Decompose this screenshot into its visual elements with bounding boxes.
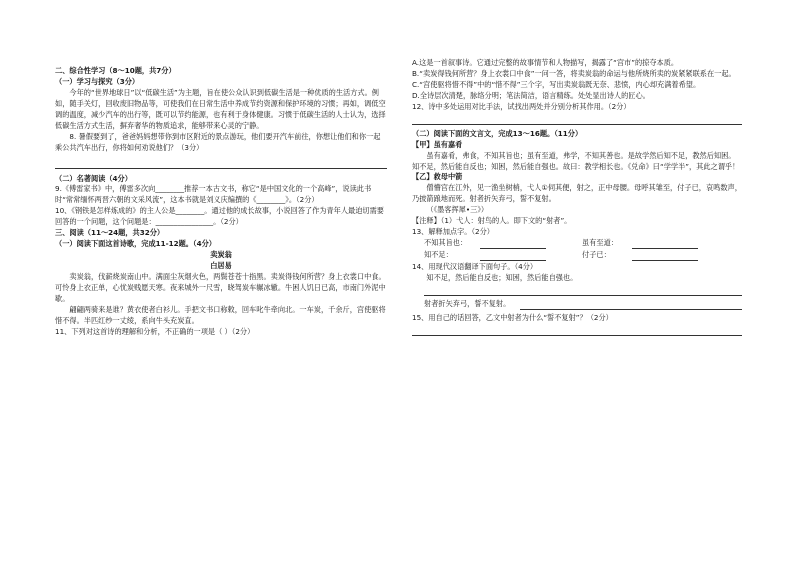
annotation-note: 【注释】（1）弋人：射鸟的人。即下文的“射者”。	[412, 216, 572, 226]
option-c: C.“宫使驱将惜不得”中的“惜不得”三个字，写出卖炭翁既无奈、悲愤，内心却充满着希望。	[412, 79, 701, 89]
answer-line-15	[412, 324, 742, 336]
question-10: 10、《钢铁是怎样炼成的》的主人公是________。通过他的成长故事，小说回答了作为青年人最迫切需要回答的一个问题，这个问题是：________________。（2分）	[55, 206, 384, 227]
option-d: D.全诗层次清楚，脉络分明；笔法简洁，语言精练。处处显出诗人的匠心。	[412, 90, 650, 100]
question-14: 14、用现代汉语翻译下面句子。（4分）	[412, 262, 538, 272]
word-row-1	[412, 238, 742, 250]
right-column	[412, 0, 742, 336]
answer-line-12	[412, 113, 742, 125]
text-jia-body: 虽有嘉肴，弗食，不知其旨也；虽有至道，弗学，不知其善也。是故学然后知不足，教然后知困。知不足，然后能自反也；知困，然后能自强也。故曰：教学相长也。《兑命》曰“学学半”，其此之谓乎！	[412, 150, 740, 171]
word-4-label: 付子已：	[582, 250, 611, 260]
answer-line-14a	[424, 284, 742, 296]
option-b: B.“卖炭得钱何所营？身上衣裳口中食”一问一答，将卖炭翁的命运与他所烧所卖的炭紧紧联系在一起。	[412, 68, 736, 78]
question-8: 8. 暑假要到了，爸爸妈妈想带你到市区附近的景点游玩，他们要开汽车前往，你想让他们和你一起乘公共汽车出行，你将如何劝说他们？（3分）	[55, 131, 381, 152]
word-2-label: 虽有至道：	[582, 238, 618, 248]
option-a: A.这是一首叙事诗。它通过完整的故事情节和人物描写，揭露了“宫市”的掠夺本质。	[412, 58, 679, 67]
text-yi-source: （《墨客挥犀•三》）	[426, 205, 489, 215]
text-yi-title: 【乙】救母中箭	[412, 172, 463, 182]
poem-stanza-1: 卖炭翁，伐薪烧炭南山中。满面尘灰烟火色，两鬓苍苍十指黑。卖炭得钱何所营？身上衣裳口中食。可怜身上衣正单，心忧炭贱愿天寒。夜来城外一尺雪，晓驾炭车辗冰辙。牛困人饥日已高，市南门外泥中歇。	[55, 271, 386, 303]
poem-stanza-2: 翩翩两骑来是谁？黄衣使者白衫儿。手把文书口称敕，回车叱牛牵向北。一车炭，千余斤，宫使驱将惜不得。半匹红纱一丈绫，系向牛头充炭直。	[55, 304, 386, 325]
translate-sentence-1: 知不足，然后能自反也；知困，然后能自强也。	[426, 273, 578, 282]
word-1-blank	[480, 238, 546, 249]
word-1-label: 不知其旨也：	[424, 238, 468, 248]
word-row-2	[412, 250, 742, 262]
question-9: 9.《傅雷家书》中，傅雷多次向________推荐一本古文书，称它“是中国文化的一个高峰”，说读此书时“常常缅怀两晋六朝的文采风流”，这本书就是刘义庆编撰的《________》。（2分）	[55, 184, 372, 205]
subsection-study-heading: （一）学习与探究（3分）	[55, 76, 140, 86]
word-3-blank	[480, 250, 546, 261]
answer-line-14b	[520, 296, 742, 310]
subsection-classics-heading: （二）名著阅读（4分）	[55, 173, 132, 183]
text-jia-title: 【甲】虽有嘉肴	[412, 139, 463, 149]
section-3-heading: 三、阅读（11～24题，共32分）	[55, 228, 165, 238]
poem-title: 卖炭翁	[210, 250, 232, 260]
subsection-poem-heading: （一）阅读下面这首诗歌，完成11-12题。（4分）	[55, 239, 216, 249]
text-yi-body: 僧懵宫在江外，见一渔坐树梢，弋人①伺其便，射之，正中母腰。母呼其雏至，付子已，哀鸣数声，乃披箭踉地而死。射者折矢弃弓，誓不复射。	[412, 183, 742, 204]
question-11: 11、下列对这首诗的理解和分析，不正确的一项是（ ）（2分）	[55, 326, 255, 336]
poem-author: 白居易	[210, 261, 232, 270]
question-13: 13、解释加点字。（2分）	[412, 227, 494, 237]
question-12: 12、诗中多处运用对比手法，试找出两处并分别分析其作用。（2分）	[412, 101, 631, 111]
word-2-blank	[632, 238, 698, 249]
question-15: 15、用自己的话回答，乙文中射者为什么“誓不复射”？（2分）	[412, 312, 613, 322]
low-carbon-passage: 今年的“世界地球日”以“低碳生活”为主题，旨在使公众认识到低碳生活是一种优质的生活方式。例如，随手关灯，回收废旧物品等，可使我们在日常生活中养成节约资源和保护环境的习惯；再如，调低空调的温度，减少汽车的出行等，既可以节约能源，也有利于身体健康。习惯于低碳生活的人士认为，选择低碳生活方式生活，摒弃奢华的物质追求，能够带来心灵的宁静。	[55, 87, 386, 130]
word-4-blank	[632, 250, 698, 261]
answer-line-8	[55, 154, 387, 169]
classical-section-heading: （二）阅读下面的文言文，完成13～16题。（11分）	[412, 128, 583, 138]
word-3-label: 知不足：	[424, 250, 453, 260]
translate-row-2	[412, 296, 742, 310]
left-column	[55, 0, 387, 338]
section-2-heading: 二、综合性学习（8～10题，共7分）	[55, 66, 176, 75]
translate-sentence-2: 射者折矢弃弓，誓不复射。	[424, 298, 511, 308]
